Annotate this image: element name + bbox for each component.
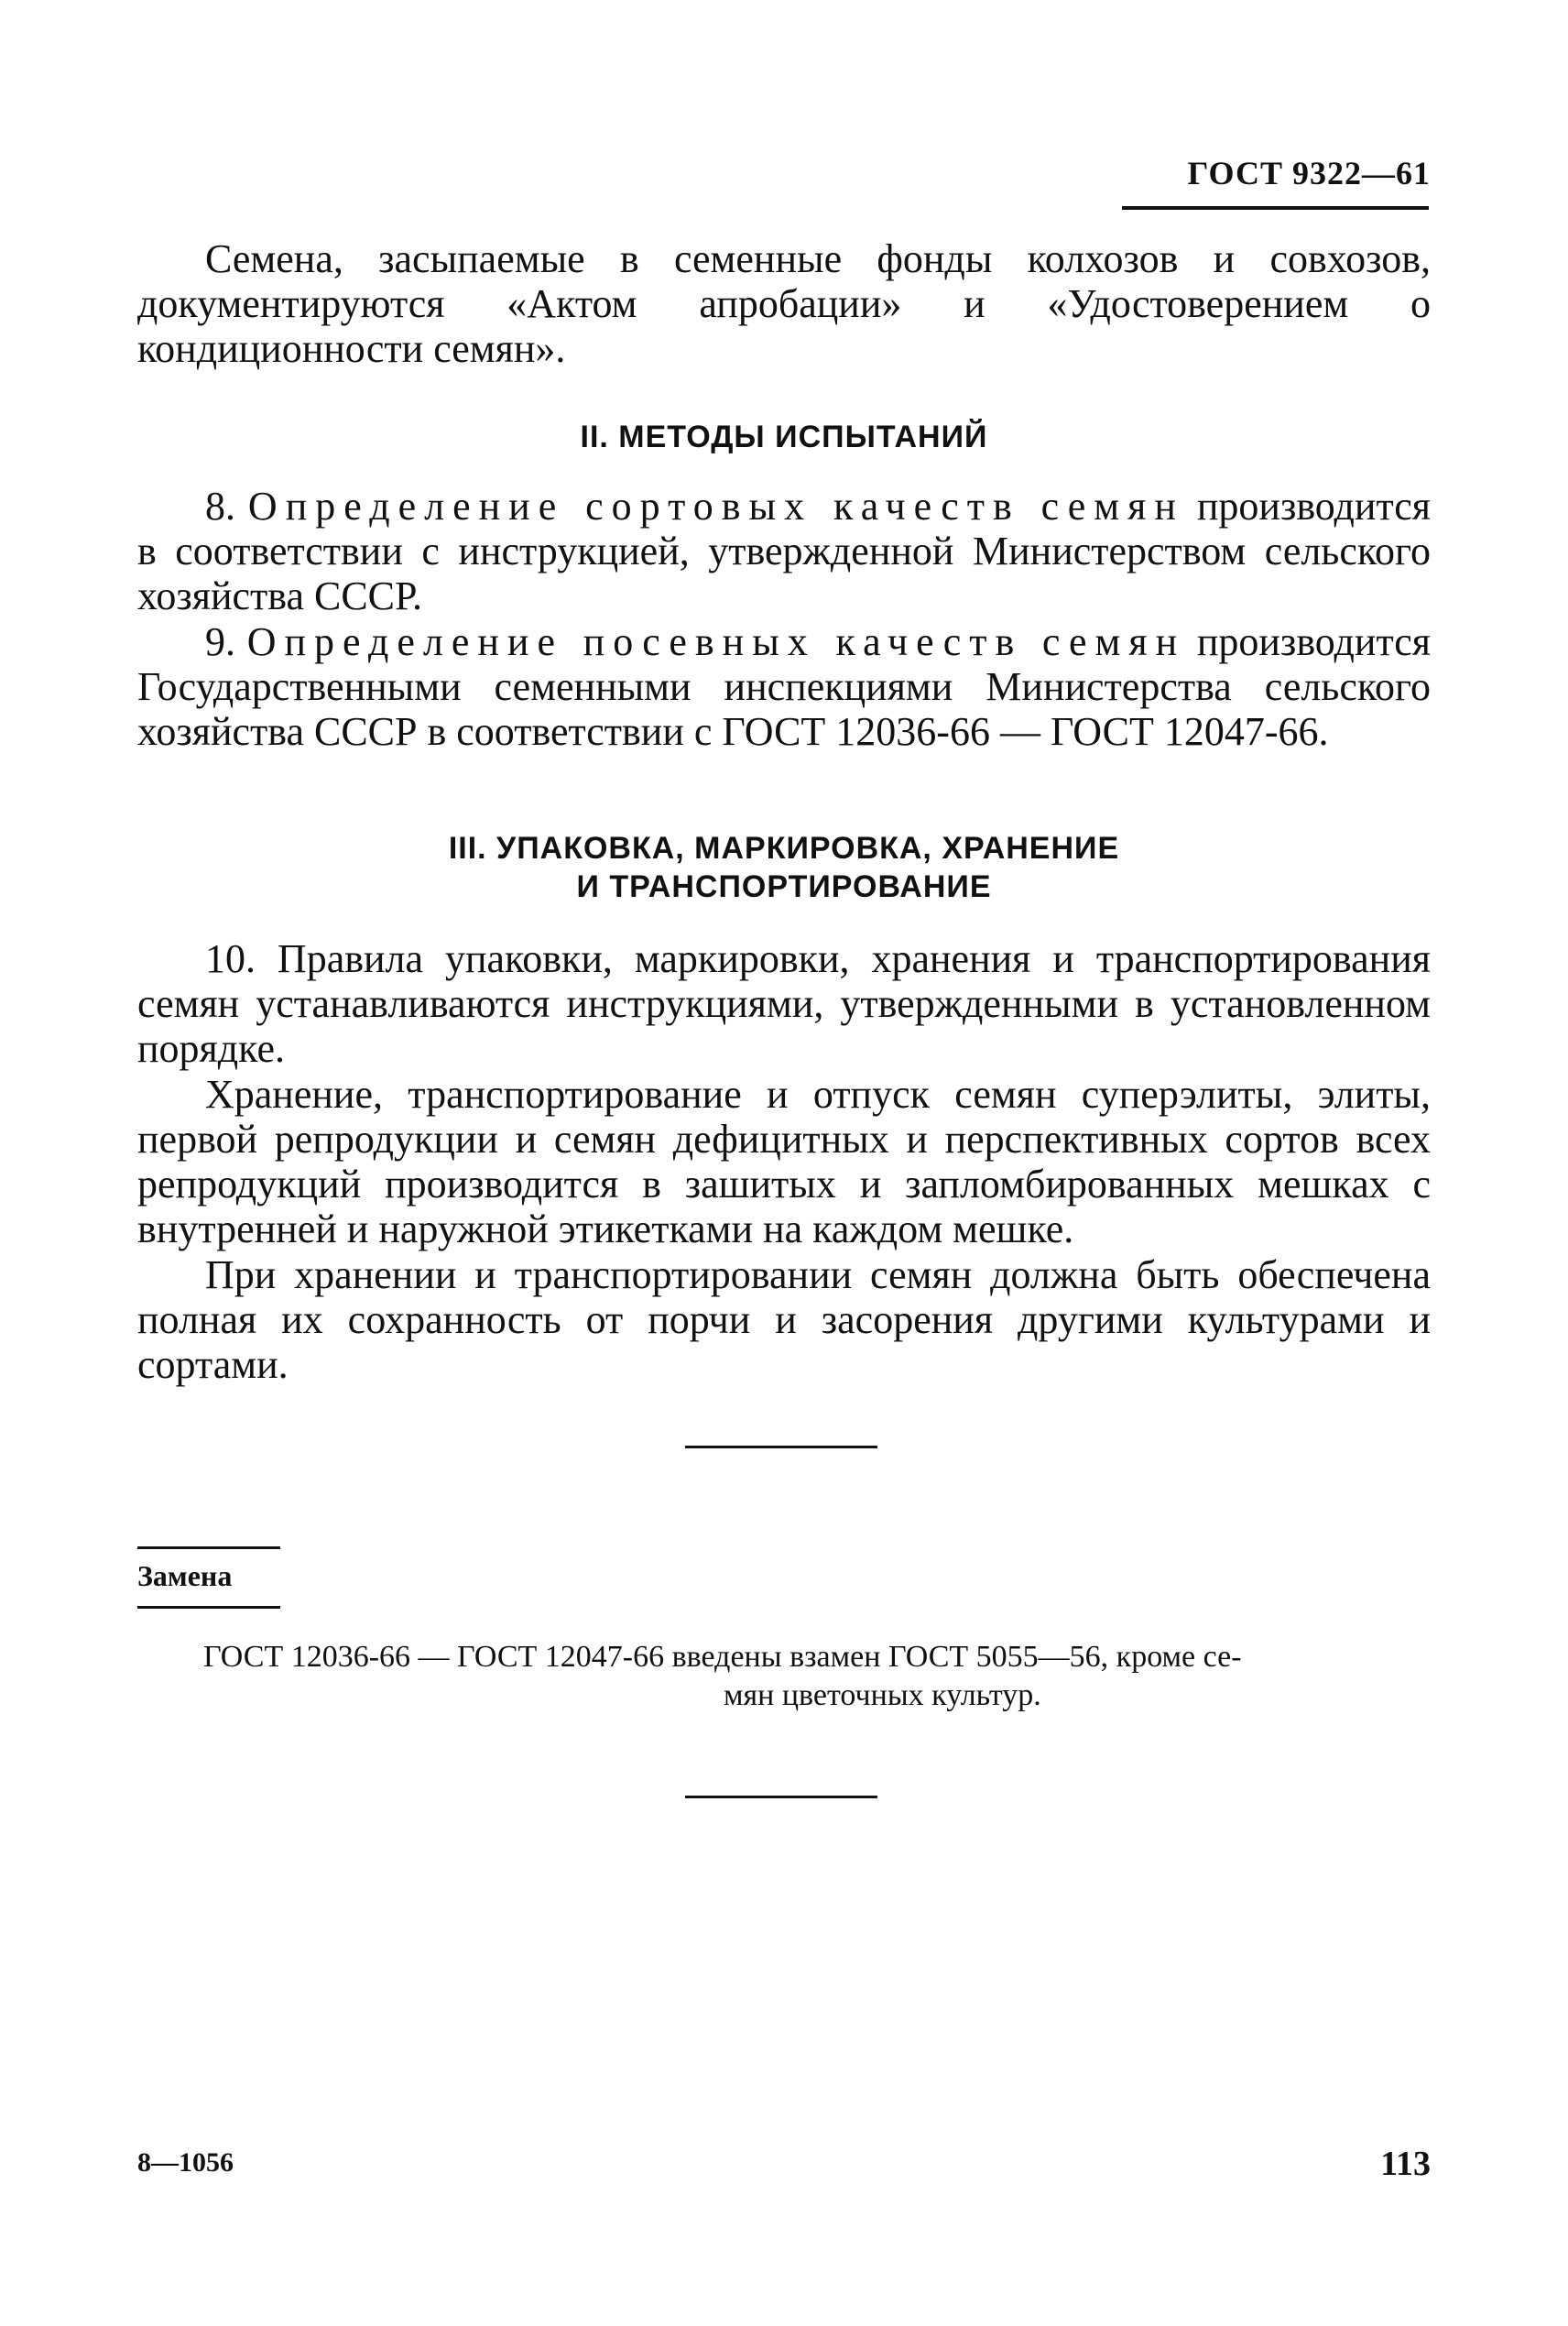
paragraph-9-emphasis: Определение посевных качеств семян [246,619,1186,664]
note-bottom-rule [137,1606,280,1609]
section-methods-title: II. МЕТОДЫ ИСПЫТАНИЙ [580,420,988,454]
paragraph-9 [137,619,1431,754]
paragraph-9-text: производится Государственными семенными инспекциями Министерства сельского хозяйства СССР в соответствии с ГОСТ 12036-66 — ГОСТ 12047-66. [137,619,1431,754]
intro-paragraph: Семена, засыпаемые в семенные фонды колхозов и совхозов, документируются «Актом апробации» и «Удостоверением о кондиционности семян». [137,236,1431,371]
paragraph-8-number: 8. [205,484,235,529]
separator-rule [685,1446,877,1448]
paragraph-10: 10. Правила упаковки, маркировки, хранения и транспортирования семян устанавливаются инструкциями, утвержденными в установленном порядке. [137,936,1431,1071]
print-code: 8—1056 [137,2147,234,2178]
header-rule [1122,206,1429,210]
section-packaging-title-line1: III. УПАКОВКА, МАРКИРОВКА, ХРАНЕНИЕ [448,831,1120,866]
section-packaging-title-line2: И ТРАНСПОРТИРОВАНИЕ [576,869,992,904]
section-packaging-title [137,829,1431,906]
replacement-note-text [203,1638,1431,1715]
paragraph-8 [137,484,1431,618]
paragraph-8-text: производится в соответствии с инструкцией, утвержденной Министерством сельского хозяйства СССР. [137,484,1431,618]
page-number: 113 [1380,2145,1431,2183]
replacement-note-line1: ГОСТ 12036-66 — ГОСТ 12047-66 введены взамен ГОСТ 5055—56, кроме се- [203,1640,1242,1674]
preservation-paragraph: При хранении и транспортировании семян должна быть обеспечена полная их сохранность от порчи и засорения другими культурами и сортами. [137,1252,1431,1387]
storage-paragraph: Хранение, транспортирование и отпуск семян суперэлиты, элиты, первой репродукции и семян дефицитных и перспективных сортов всех репродукций производится в зашитых и запломбированных мешках с внутренней и наружной этикетками на каждом мешке. [137,1072,1431,1251]
paragraph-9-number: 9. [205,619,235,664]
standard-code: ГОСТ 9322—61 [1187,155,1431,191]
note-top-rule [137,1546,280,1549]
paragraph-8-emphasis: Определение сортовых качеств семян [247,484,1184,529]
replacement-note-line2: мян цветочных культур. [724,1678,1041,1712]
separator-rule-lower [685,1796,877,1798]
replacement-label: Замена [137,1559,233,1592]
